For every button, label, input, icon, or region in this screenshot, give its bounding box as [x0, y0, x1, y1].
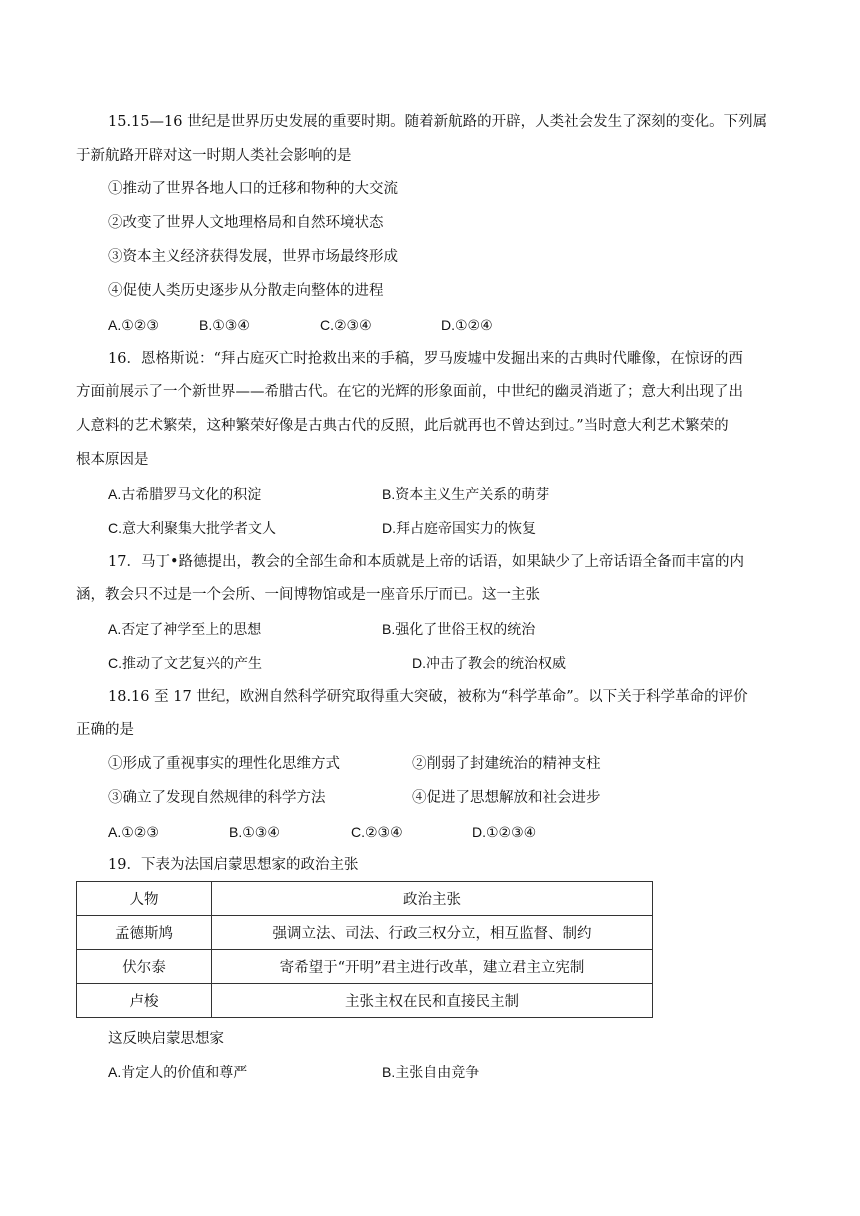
- table-row: [77, 950, 653, 984]
- q18-item-2: ②削弱了封建统治的精神支柱: [412, 756, 601, 772]
- q16-option-d: D.拜占庭帝国实力的恢复: [382, 520, 536, 536]
- q18-option-b: B.①③④: [229, 824, 280, 840]
- q17-option-b: B.强化了世俗王权的统治: [382, 621, 536, 637]
- q16-option-b: B.资本主义生产关系的萌芽: [382, 486, 550, 502]
- table-header-cell: 政治主张: [212, 882, 653, 916]
- q15-option-d: D.①②④: [441, 317, 493, 333]
- q18-stem-line1: 18.16 至 17 世纪，欧洲自然科学研究取得重大突破，被称为“科学革命”。以下关于科学革命的评价: [108, 689, 748, 705]
- q17-option-d: D.冲击了教会的统治权威: [412, 655, 566, 671]
- q15-option-a: A.①②③: [108, 317, 159, 333]
- q15-stem-line1: 15.15—16 世纪是世界历史发展的重要时期。随着新航路的开辟，人类社会发生了深刻的变化。下列属: [108, 114, 768, 130]
- q17-stem-line1: 17．马丁•路德提出，教会的全部生命和本质就是上帝的话语，如果缺少了上帝话语全备而丰富的内: [108, 554, 744, 570]
- q17-stem-line2: 涵，教会只不过是一个会所、一间博物馆或是一座音乐厅而已。这一主张: [76, 587, 540, 603]
- q17-option-a: A.否定了神学至上的思想: [108, 621, 262, 637]
- q16-option-a: A.古希腊罗马文化的积淀: [108, 486, 262, 502]
- table-header-row: [77, 882, 653, 916]
- q17-option-c: C.推动了文艺复兴的产生: [108, 655, 262, 671]
- q16-stem-line2: 方面前展示了一个新世界——希腊古代。在它的光辉的形象面前，中世纪的幽灵消逝了；意大利出现了出: [76, 384, 743, 400]
- q18-option-d: D.①②③④: [472, 824, 537, 840]
- q18-item-1: ①形成了重视事实的理性化思维方式: [108, 756, 340, 772]
- table-header-cell: 人物: [77, 882, 212, 916]
- q15-option-c: C.②③④: [320, 317, 372, 333]
- q15-item-3: ③资本主义经济获得发展，世界市场最终形成: [108, 249, 398, 265]
- q18-stem-line2: 正确的是: [76, 722, 134, 738]
- q19-stem: 19．下表为法国启蒙思想家的政治主张: [108, 857, 359, 873]
- q19-after-text: 这反映启蒙思想家: [108, 1031, 224, 1047]
- q19-option-a: A.肯定人的价值和尊严: [108, 1064, 248, 1080]
- table-cell: 强调立法、司法、行政三权分立，相互监督、制约: [212, 916, 653, 950]
- q15-item-4: ④促使人类历史逐步从分散走向整体的进程: [108, 283, 384, 299]
- q15-item-1: ①推动了世界各地人口的迁移和物种的大交流: [108, 181, 398, 197]
- q18-option-a: A.①②③: [108, 824, 159, 840]
- q15-item-2: ②改变了世界人文地理格局和自然环境状态: [108, 215, 384, 231]
- q19-table: [76, 881, 653, 1018]
- table-cell: 卢梭: [77, 984, 212, 1018]
- q18-item-3: ③确立了发现自然规律的科学方法: [108, 790, 326, 806]
- table-row: [77, 916, 653, 950]
- table-cell: 主张主权在民和直接民主制: [212, 984, 653, 1018]
- table-cell: 伏尔泰: [77, 950, 212, 984]
- q15-option-b: B.①③④: [199, 317, 250, 333]
- table-row: [77, 984, 653, 1018]
- q16-option-c: C.意大利聚集大批学者文人: [108, 520, 276, 536]
- q16-stem-line3: 人意料的艺术繁荣，这种繁荣好像是古典古代的反照，此后就再也不曾达到过。”当时意大利艺术繁荣的: [76, 418, 729, 434]
- q18-item-4: ④促进了思想解放和社会进步: [412, 790, 601, 806]
- table-cell: 寄希望于“开明”君主进行改革，建立君主立宪制: [212, 950, 653, 984]
- q18-option-c: C.②③④: [351, 824, 403, 840]
- table-cell: 孟德斯鸠: [77, 916, 212, 950]
- q15-stem-line2: 于新航路开辟对这一时期人类社会影响的是: [76, 148, 352, 164]
- q16-stem-line4: 根本原因是: [76, 452, 149, 468]
- q16-stem-line1: 16．恩格斯说：“拜占庭灭亡时抢救出来的手稿，罗马废墟中发掘出来的古典时代雕像，在惊讶的西: [108, 351, 743, 367]
- q19-option-b: B.主张自由竞争: [382, 1064, 480, 1080]
